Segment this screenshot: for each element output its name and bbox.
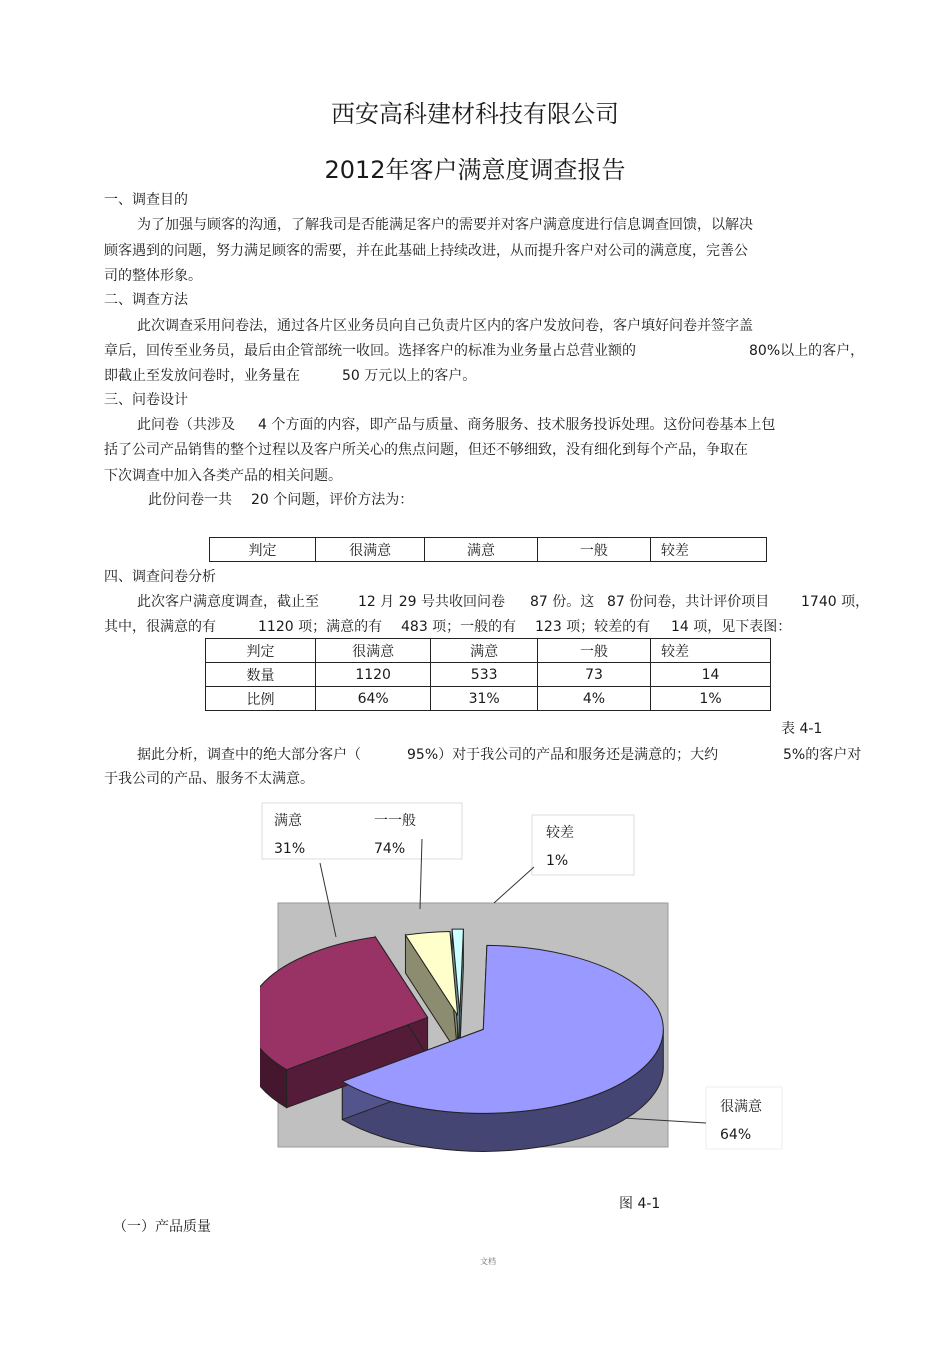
section-1-line: 为了加强与顾客的沟通，了解我司是否能满足客户的需要并对客户满意度进行信息调查回馈，以解决 [137, 217, 753, 233]
label-very-satisfied-name: 很满意 [720, 1099, 762, 1115]
table-row [206, 687, 771, 711]
section-4-line: 1120 项；满意的有 [258, 619, 383, 635]
section-4-line: 其中，很满意的有 [104, 619, 216, 635]
section-4-line: 14 项，见下表图： [671, 619, 792, 635]
page-footer: 文档 [480, 1257, 496, 1266]
label-satisfied-name: 满意 [274, 813, 302, 829]
company-title: 西安高科建材科技有限公司 [331, 100, 619, 128]
table-header-cell: 判定 [206, 639, 316, 663]
section-4-heading: 四、调查问卷分析 [104, 569, 216, 585]
section-2-line: 章后，回传至业务员，最后由企管部统一收回。选择客户的标准为业务量占总营业额的 [104, 343, 636, 359]
analysis-line: 95%）对于我公司的产品和服务还是满意的；大约 [407, 747, 719, 763]
table-header-cell: 满意 [431, 639, 538, 663]
section-4-line: 87 份。这 [530, 594, 595, 610]
analysis-line: 于我公司的产品、服务不太满意。 [104, 771, 314, 787]
leader-line-poor [494, 867, 534, 903]
section-4-line: 此次客户满意度调查，截止至 [137, 594, 319, 610]
table-row [206, 639, 771, 663]
section-2-line: 即截止至发放问卷时，业务量在 [104, 368, 300, 384]
section-1-line: 顾客遇到的问题，努力满足顾客的需要，并在此基础上持续改进，从而提升客户对公司的满意度，完善公 [104, 243, 748, 259]
section-4-line: 12 月 29 号共收回问卷 [358, 594, 505, 610]
label-poor-pct: 1% [546, 853, 569, 869]
table-cell: 1% [651, 687, 771, 711]
table-cell: 1120 [315, 663, 430, 687]
section-2-line: 50 万元以上的客户。 [342, 368, 477, 384]
table-cell: 73 [537, 663, 650, 687]
table-cell: 比例 [206, 687, 316, 711]
section-4-line: 483 项；一般的有 [401, 619, 517, 635]
table-cell: 数量 [206, 663, 316, 687]
table-row [206, 663, 771, 687]
subsection-heading: （一）产品质量 [113, 1219, 211, 1235]
rating-cell: 一般 [537, 538, 650, 562]
section-3-line: 括了公司产品销售的整个过程以及客户所关心的焦点问题，但还不够细致，没有细化到每个产品，争取在 [104, 442, 748, 458]
section-2-line: 80%以上的客户， [749, 343, 865, 359]
section-4-line: 123 项；较差的有 [535, 619, 651, 635]
satisfaction-pie-chart [260, 795, 800, 1155]
table-header-cell: 较差 [651, 639, 771, 663]
label-general-name: 一一般 [374, 813, 416, 829]
label-satisfied-pct: 31% [274, 841, 306, 857]
rating-cell: 判定 [210, 538, 316, 562]
label-poor-name: 较差 [546, 825, 574, 841]
table-cell: 533 [431, 663, 538, 687]
section-3-heading: 三、问卷设计 [104, 392, 188, 408]
label-general-pct: 74% [374, 841, 406, 857]
section-3-line: 20 个问题，评价方法为： [251, 492, 414, 508]
section-3-line: 下次调查中加入各类产品的相关问题。 [104, 468, 342, 484]
table-cell: 14 [651, 663, 771, 687]
figure-caption: 图 4-1 [619, 1196, 661, 1212]
table-header-cell: 一般 [537, 639, 650, 663]
table-caption: 表 4-1 [781, 721, 823, 737]
section-2-heading: 二、调查方法 [104, 292, 188, 308]
report-title: 2012年客户满意度调查报告 [324, 156, 626, 184]
analysis-line: 5%的客户对 [783, 747, 862, 763]
rating-cell: 较差 [650, 538, 766, 562]
section-3-line: 此份问卷一共 [148, 492, 232, 508]
result-table [205, 638, 771, 711]
section-3-line: 此问卷（共涉及 [137, 417, 235, 433]
section-4-line: 87 份问卷，共计评价项目 [607, 594, 770, 610]
analysis-line: 据此分析，调查中的绝大部分客户（ [137, 747, 361, 763]
section-2-line: 此次调查采用问卷法，通过各片区业务员向自己负责片区内的客户发放问卷，客户填好问卷并签字盖 [137, 318, 753, 334]
rating-cell: 很满意 [316, 538, 425, 562]
table-header-cell: 很满意 [315, 639, 430, 663]
label-very-satisfied-pct: 64% [720, 1127, 752, 1143]
rating-method-table [209, 537, 767, 562]
table-cell: 64% [315, 687, 430, 711]
rating-cell: 满意 [425, 538, 538, 562]
table-cell: 31% [431, 687, 538, 711]
section-1-line: 司的整体形象。 [104, 268, 202, 284]
section-3-line: 4 个方面的内容，即产品与质量、商务服务、技术服务投诉处理。这份问卷基本上包 [258, 417, 776, 433]
section-4-line: 1740 项， [801, 594, 870, 610]
table-cell: 4% [537, 687, 650, 711]
section-1-heading: 一、调查目的 [104, 192, 188, 208]
